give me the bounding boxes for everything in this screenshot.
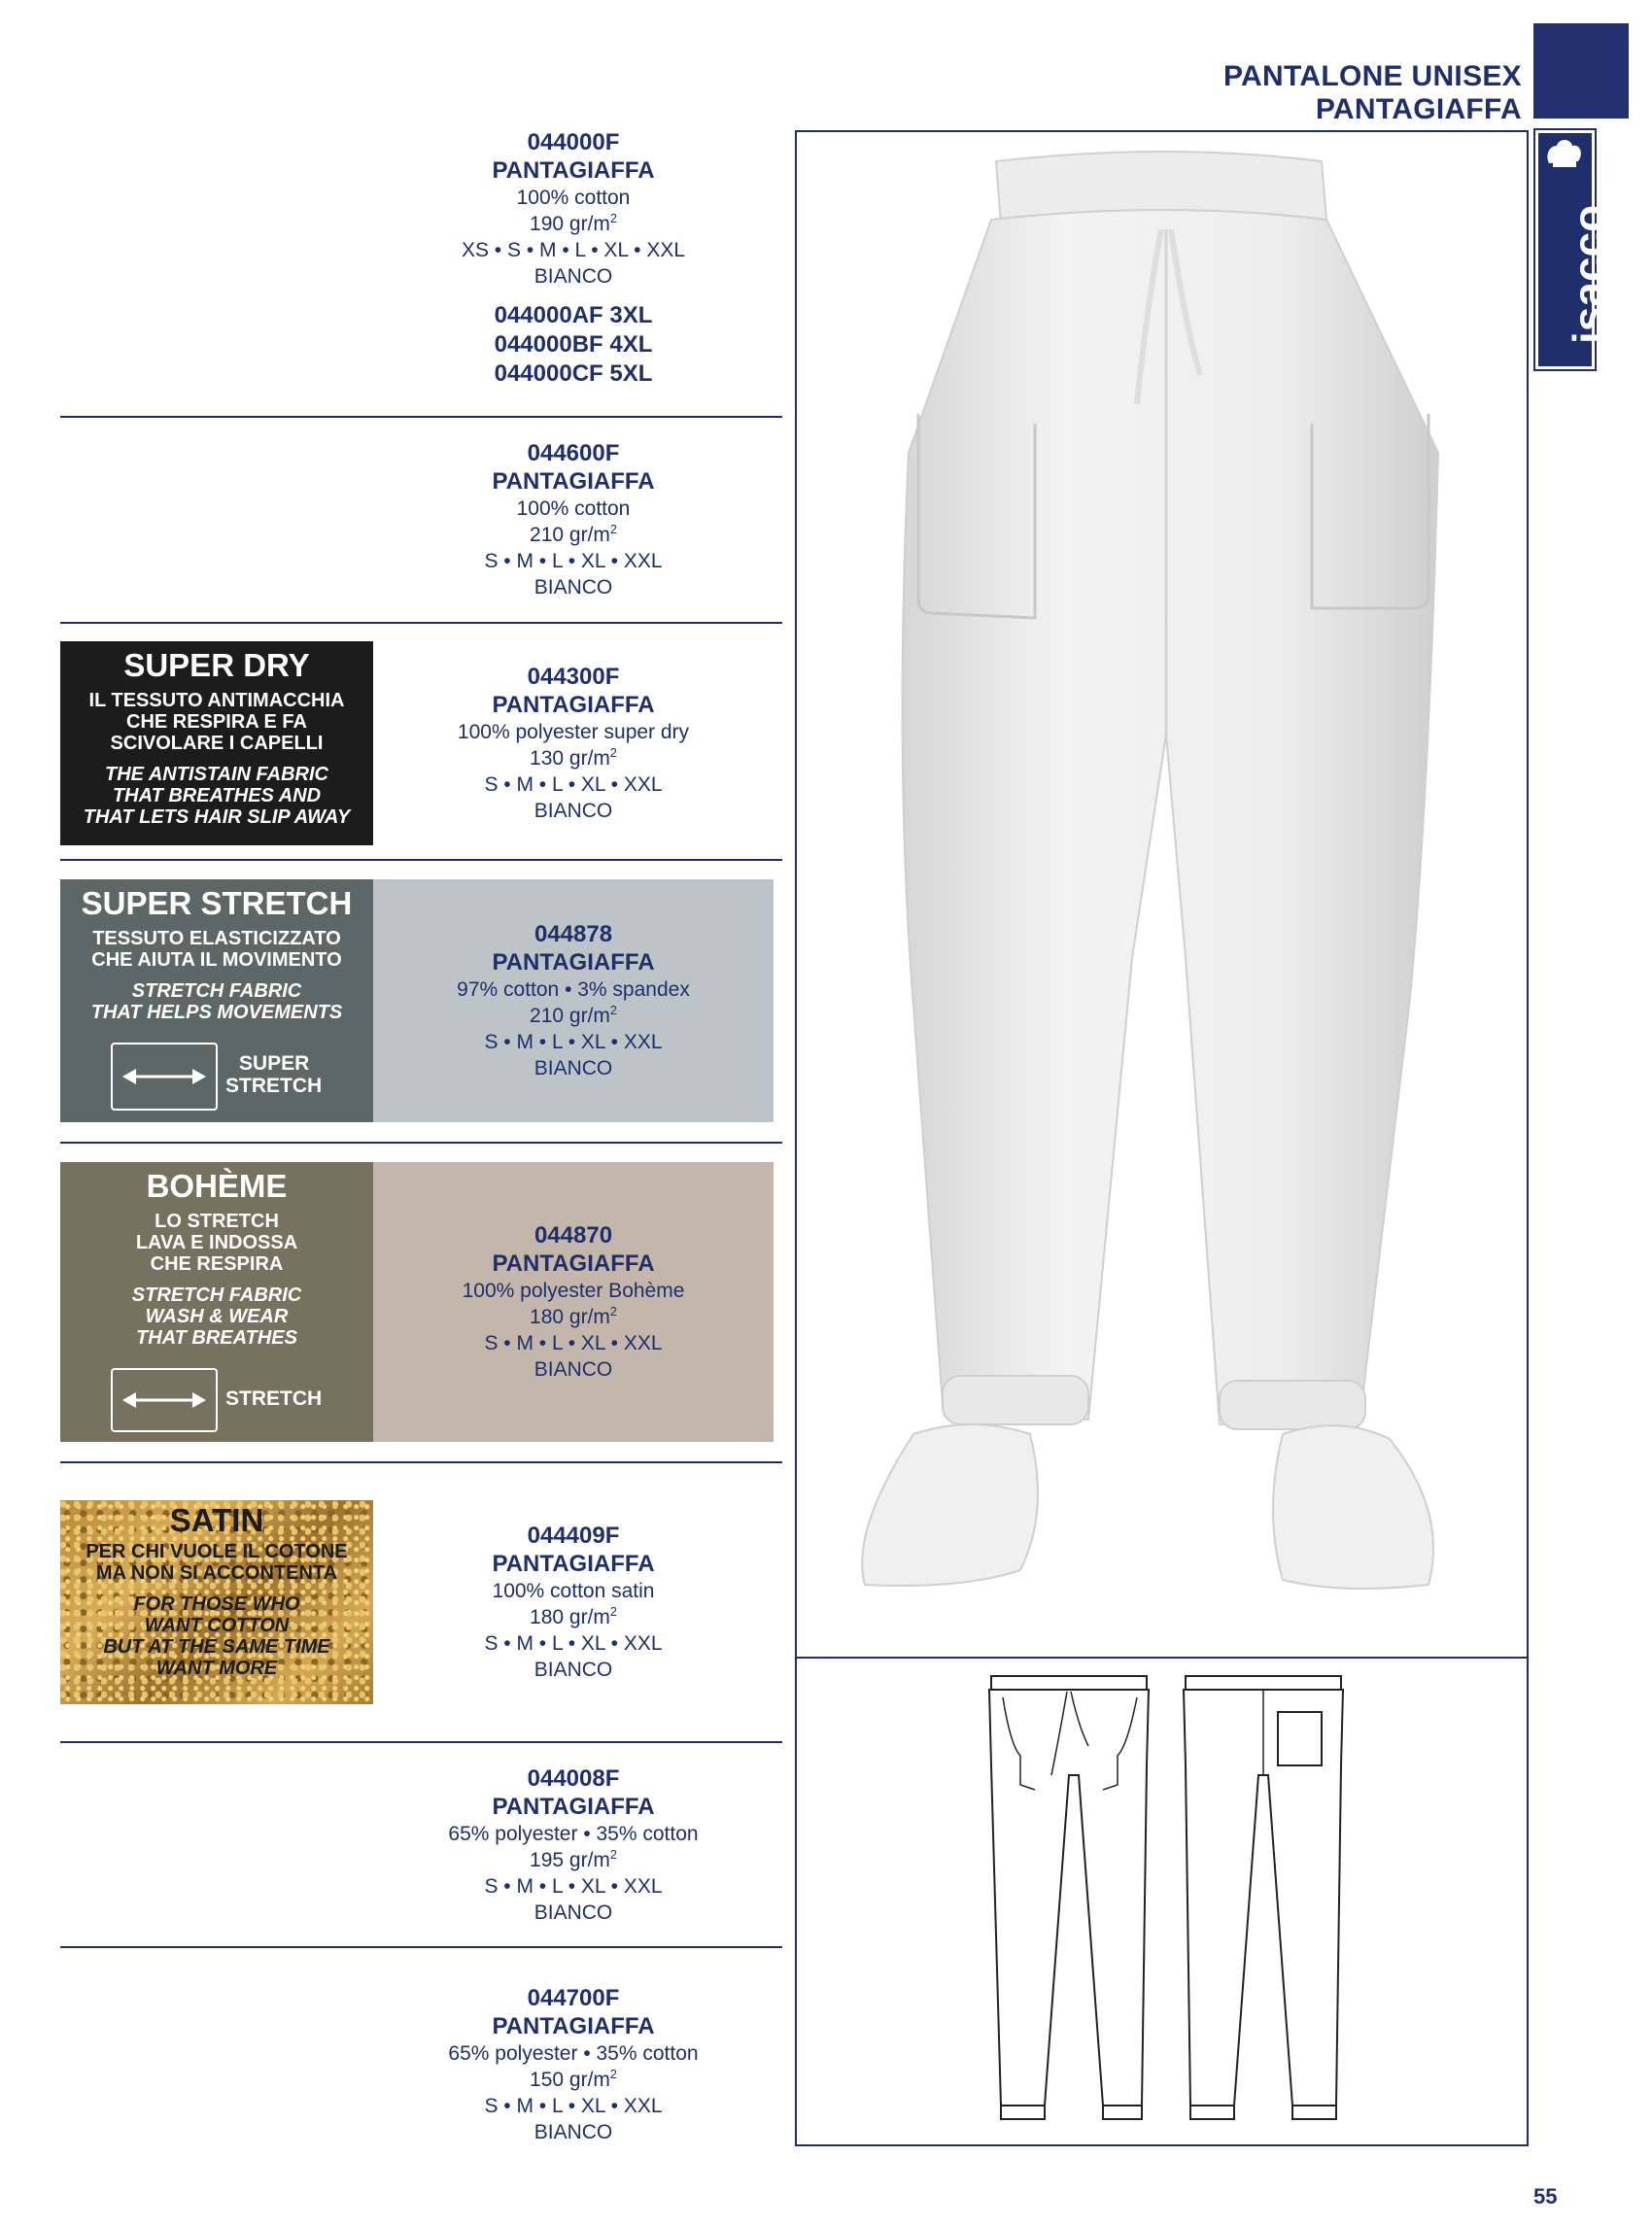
- section-divider: [60, 416, 782, 418]
- product-044878: [418, 920, 729, 1081]
- product-name: PANTAGIAFFA: [492, 1551, 655, 1577]
- product-sizes: S • M • L • XL • XXL: [484, 1031, 663, 1053]
- product-color: BIANCO: [533, 576, 613, 599]
- badge-title: SATIN: [169, 1502, 264, 1538]
- product-044000F: [418, 128, 729, 389]
- product-code: 044870: [533, 1222, 613, 1249]
- badge-text-it-2: CHE AIUTA IL MOVIMENTO: [91, 949, 342, 971]
- product-name: PANTAGIAFFA: [492, 2013, 655, 2039]
- product-sizes: S • M • L • XL • XXL: [484, 773, 663, 796]
- badge-text-en-2: WANT COTTON: [144, 1615, 290, 1636]
- badge-text-en-2: THAT BREATHES AND: [112, 785, 322, 806]
- section-divider: [60, 859, 782, 861]
- section-divider: [60, 1946, 782, 1948]
- product-fabric: 97% cotton • 3% spandex: [457, 978, 690, 1001]
- product-sizes: S • M • L • XL • XXL: [484, 1632, 663, 1655]
- product-extra-size-3xl: 044000AF 3XL: [494, 302, 653, 328]
- badge-text-en-3: THAT LETS HAIR SLIP AWAY: [83, 806, 351, 828]
- super-stretch-badge: [60, 879, 373, 1122]
- product-code: 044409F: [527, 1523, 620, 1549]
- product-extra-size-4xl: 044000BF 4XL: [494, 331, 653, 358]
- section-divider: [60, 1741, 782, 1743]
- section-divider: [60, 1142, 782, 1144]
- brand-name: isacco: [1564, 204, 1614, 344]
- product-extra-size-5xl: 044000CF 5XL: [494, 360, 653, 387]
- badge-text-it-1: PER CHI VUOLE IL COTONE: [86, 1541, 348, 1562]
- section-divider: [60, 1461, 782, 1463]
- double-arrow-icon: [113, 1045, 216, 1109]
- badge-text-it-2: LAVA E INDOSSA: [135, 1232, 298, 1253]
- product-name: PANTAGIAFFA: [492, 1250, 655, 1277]
- stretch-icon: [111, 1368, 218, 1432]
- stretch-icon-label: SUPER STRETCH: [225, 1052, 323, 1097]
- trousers-photo: [797, 132, 1527, 1653]
- product-044700F: [418, 1984, 729, 2145]
- badge-text-en-1: STRETCH FABRIC: [131, 980, 302, 1002]
- badge-text-en-3: THAT BREATHES: [136, 1327, 297, 1349]
- product-fabric: 65% polyester • 35% cotton: [448, 2042, 699, 2065]
- stretch-icon-label: STRETCH: [225, 1387, 323, 1410]
- badge-text-en-1: THE ANTISTAIN FABRIC: [105, 764, 328, 785]
- product-color: BIANCO: [533, 1659, 613, 1681]
- badge-text-en-4: WANT MORE: [155, 1658, 278, 1679]
- badge-text-en-2: THAT HELPS MOVEMENTS: [90, 1002, 343, 1023]
- badge-title: SUPER STRETCH: [81, 885, 353, 921]
- product-weight: 190 $gr/m^2$: [530, 212, 617, 235]
- badge-title: BOHÈME: [146, 1168, 288, 1204]
- page-title-line2: PANTAGIAFFA: [1315, 93, 1522, 125]
- technical-drawing: [797, 1659, 1527, 2144]
- product-044008F: [418, 1764, 729, 1926]
- product-color: BIANCO: [533, 1057, 613, 1079]
- product-weight: 210 $gr/m^2$: [530, 1004, 617, 1027]
- product-fabric: 100% polyester Bohème: [462, 1280, 685, 1302]
- double-arrow-icon: [113, 1370, 216, 1430]
- product-sizes: XS • S • M • L • XL • XXL: [461, 239, 686, 261]
- product-color: BIANCO: [533, 1358, 613, 1381]
- page-title: [1223, 60, 1522, 126]
- boheme-badge: [60, 1162, 373, 1442]
- product-sizes: S • M • L • XL • XXL: [484, 2095, 663, 2117]
- badge-title: SUPER DRY: [123, 647, 310, 683]
- super-dry-badge: [60, 641, 373, 845]
- section-divider: [60, 622, 782, 624]
- product-fabric: 100% cotton: [516, 497, 631, 520]
- badge-text-it-1: LO STRETCH: [155, 1211, 279, 1232]
- product-044409F: [418, 1522, 729, 1683]
- product-weight: 150 $gr/m^2$: [530, 2068, 617, 2091]
- product-fabric: 100% cotton satin: [492, 1580, 655, 1602]
- product-sizes: S • M • L • XL • XXL: [484, 1875, 663, 1898]
- product-044870: [418, 1221, 729, 1383]
- product-044600F: [418, 439, 729, 600]
- badge-text-it-2: CHE RESPIRA E FA: [126, 711, 307, 733]
- product-color: BIANCO: [533, 2121, 613, 2143]
- product-code: 044700F: [527, 1985, 620, 2011]
- product-name: PANTAGIAFFA: [492, 468, 655, 495]
- badge-text-it-3: CHE RESPIRA: [150, 1253, 284, 1275]
- product-weight: 195 $gr/m^2$: [530, 1848, 617, 1871]
- badge-text-it-3: SCIVOLARE I CAPELLI: [110, 733, 324, 754]
- product-name: PANTAGIAFFA: [492, 157, 655, 184]
- product-color: BIANCO: [533, 1901, 613, 1924]
- page-number: 55: [1533, 2184, 1558, 2209]
- chef-hat-icon: [1541, 134, 1588, 169]
- product-name: PANTAGIAFFA: [492, 692, 655, 718]
- product-weight: 210 $gr/m^2$: [530, 523, 617, 546]
- product-color: BIANCO: [533, 800, 613, 822]
- product-code: 044600F: [527, 440, 620, 466]
- product-044300F: [418, 663, 729, 824]
- product-code: 044000F: [527, 129, 620, 155]
- product-sizes: S • M • L • XL • XXL: [484, 550, 663, 572]
- badge-text-it-2: MA NON SI ACCONTENTA: [95, 1562, 338, 1584]
- product-photo-frame: [795, 130, 1529, 2146]
- satin-badge: [60, 1500, 373, 1704]
- product-name: PANTAGIAFFA: [492, 1794, 655, 1820]
- product-sizes: S • M • L • XL • XXL: [484, 1332, 663, 1354]
- product-weight: 130 $gr/m^2$: [530, 746, 617, 770]
- product-code: 044008F: [527, 1765, 620, 1792]
- product-weight: 180 $gr/m^2$: [530, 1305, 617, 1328]
- badge-text-it-1: TESSUTO ELASTICIZZATO: [92, 928, 341, 949]
- product-code: 044300F: [527, 664, 620, 690]
- badge-text-it-1: IL TESSUTO ANTIMACCHIA: [88, 690, 345, 711]
- product-fabric: 100% polyester super dry: [457, 721, 690, 743]
- header-navy-block: [1533, 23, 1629, 119]
- product-name: PANTAGIAFFA: [492, 949, 655, 976]
- badge-text-en-3: BUT AT THE SAME TIME: [103, 1636, 330, 1658]
- product-weight: 180 $gr/m^2$: [530, 1605, 617, 1628]
- product-fabric: 100% cotton: [516, 187, 631, 209]
- stretch-icon: [111, 1043, 218, 1111]
- badge-text-en-1: STRETCH FABRIC: [131, 1284, 302, 1306]
- brand-logo: [1533, 128, 1614, 371]
- badge-text-en-1: FOR THOSE WHO: [133, 1593, 300, 1615]
- product-code: 044878: [533, 921, 613, 947]
- product-color: BIANCO: [533, 265, 613, 288]
- product-fabric: 65% polyester • 35% cotton: [448, 1823, 699, 1845]
- badge-text-en-2: WASH & WEAR: [145, 1306, 289, 1327]
- page-title-line1: PANTALONE UNISEX: [1222, 60, 1522, 92]
